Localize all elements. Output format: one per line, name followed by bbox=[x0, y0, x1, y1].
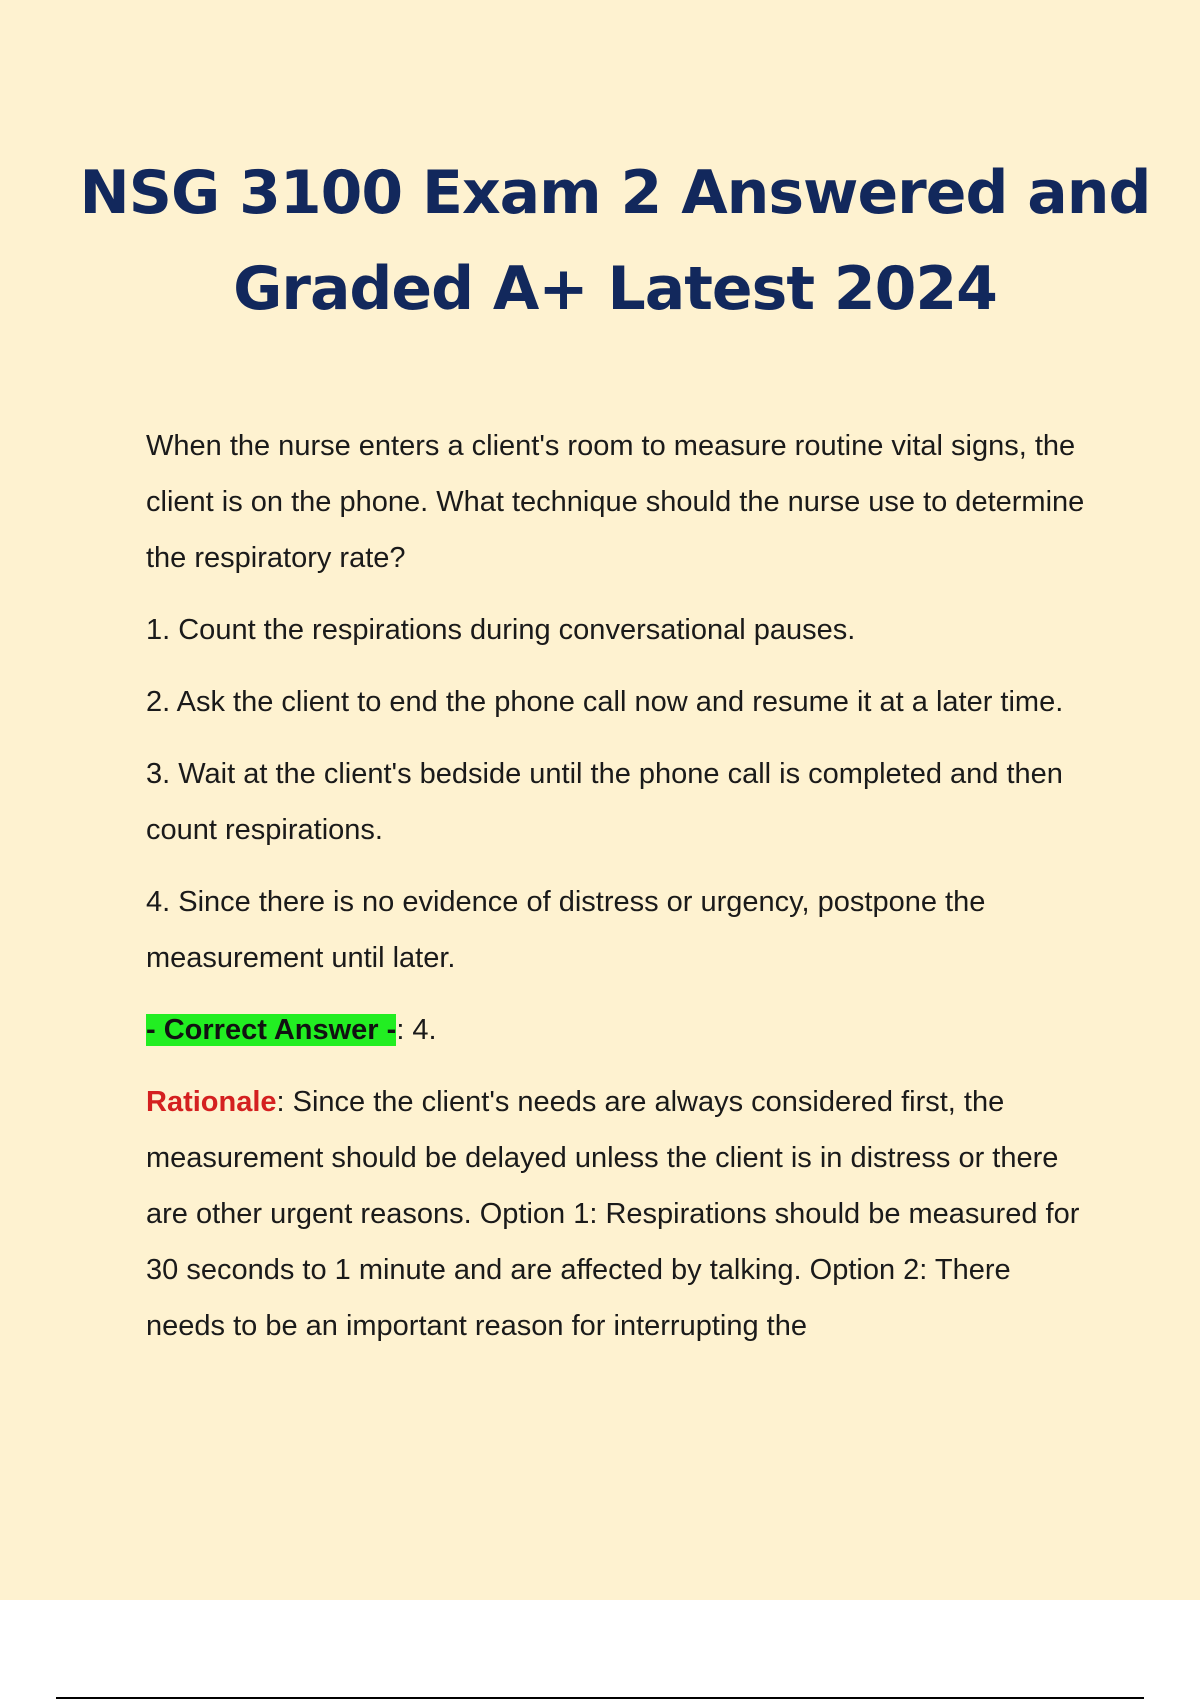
option-2: 2. Ask the client to end the phone call now and resume it at a later time. bbox=[146, 686, 1064, 718]
correct-answer-label: - Correct Answer - bbox=[146, 1014, 397, 1046]
correct-answer-value: : 4. bbox=[396, 1014, 437, 1046]
correct-answer bbox=[146, 1002, 1096, 1058]
rationale-text: : Since the client's needs are always considered first, the measurement should be delayed unless the client is in distress or there are other urgent reasons. Option 1: Respirations should be measured for 30 seconds to 1 minute and are affected by talking. Option 2: There needs to be an important reason for interrupting the bbox=[146, 1086, 1080, 1342]
document-title: NSG 3100 Exam 2 Answered and Graded A+ Latest 2024 bbox=[79, 158, 1151, 324]
option-3: 3. Wait at the client's bedside until the phone call is completed and then count respirations. bbox=[146, 758, 1063, 846]
question-text: When the nurse enters a client's room to measure routine vital signs, the client is on the phone. What technique should the nurse use to determine the respiratory rate? bbox=[146, 430, 1085, 574]
option-4: 4. Since there is no evidence of distress or urgency, postpone the measurement until later. bbox=[146, 886, 986, 974]
rationale bbox=[146, 1074, 1096, 1354]
question-block bbox=[146, 418, 1096, 1370]
rationale-label: Rationale bbox=[146, 1086, 277, 1118]
footer-divider bbox=[56, 1697, 1144, 1699]
option-1: 1. Count the respirations during conversational pauses. bbox=[146, 614, 856, 646]
